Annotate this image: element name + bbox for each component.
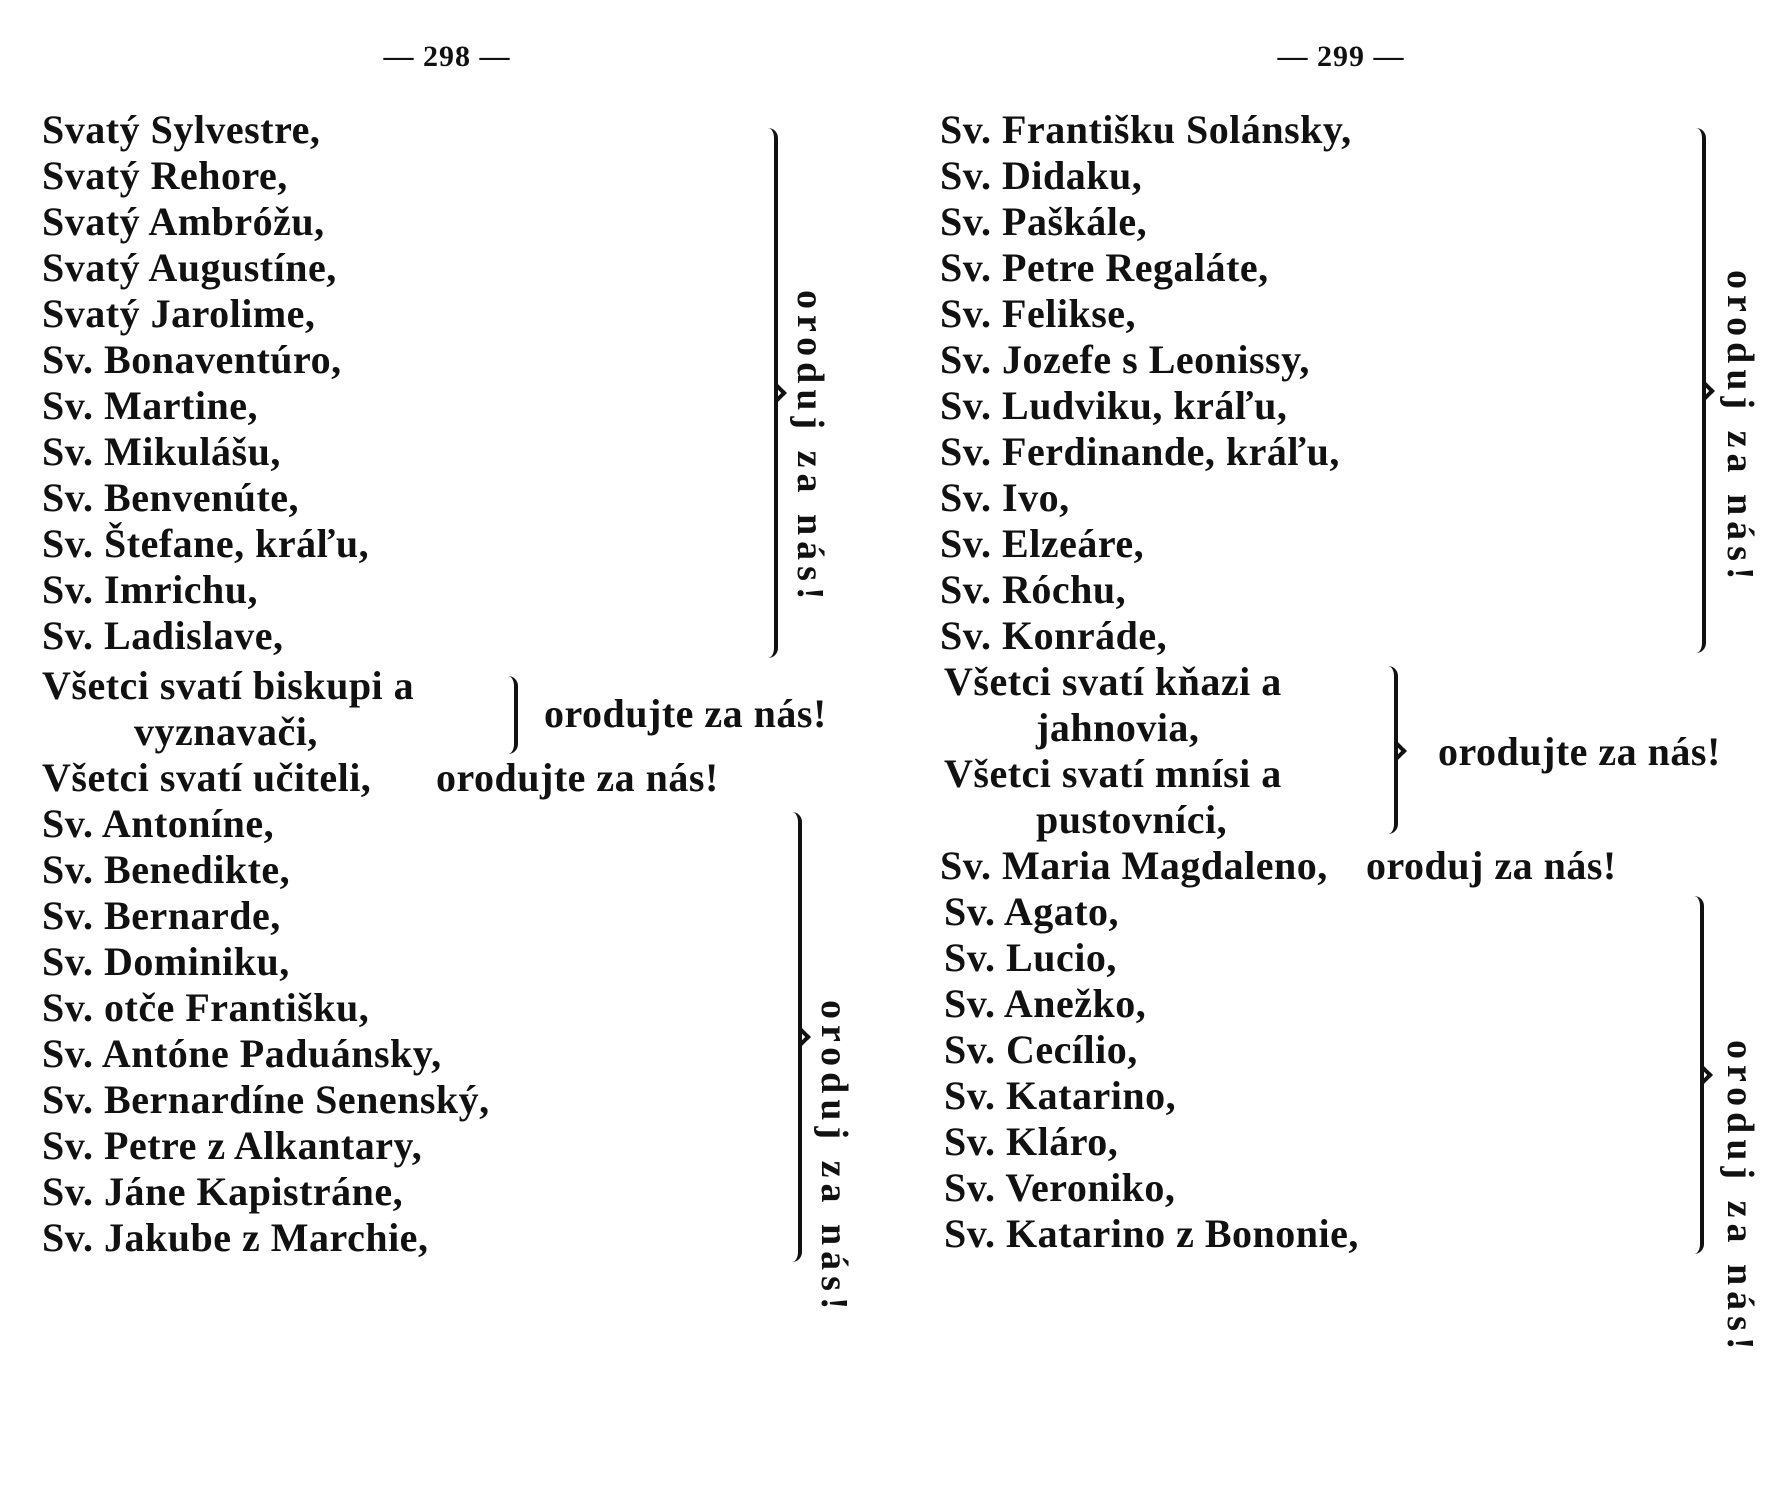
litany-line: Sv. Jáne Kapistráne, xyxy=(42,1169,404,1214)
litany-line: Svatý Rehore, xyxy=(42,153,288,198)
litany-line: Svatý Jarolime, xyxy=(42,291,316,336)
litany-line: Sv. Cecílio, xyxy=(944,1027,1138,1072)
response-vertical: oroduj za nás! xyxy=(1719,270,1761,586)
litany-line: Všetci svatí učiteli, xyxy=(42,755,372,800)
litany-line: jahnovia, xyxy=(1036,705,1200,750)
litany-line: pustovníci, xyxy=(1036,797,1228,842)
litany-line: Sv. Kláro, xyxy=(944,1119,1119,1164)
response-vertical: oroduj za nás! xyxy=(1719,1040,1761,1356)
litany-line: Sv. Konráde, xyxy=(940,613,1168,658)
litany-line: Sv. Lucio, xyxy=(944,935,1117,980)
litany-line: Sv. Katarino, xyxy=(944,1073,1177,1118)
page-number: — 298 — xyxy=(383,40,511,73)
litany-line: Sv. Františku Solánsky, xyxy=(940,107,1352,152)
litany-line: Sv. Róchu, xyxy=(940,567,1127,612)
litany-line: Sv. Benvenúte, xyxy=(42,475,300,520)
litany-line: Sv. Anežko, xyxy=(944,981,1147,1026)
litany-line: Sv. Antóne Paduánsky, xyxy=(42,1031,442,1076)
litany-line: Svatý Sylvestre, xyxy=(42,107,321,152)
litany-line: Sv. Imrichu, xyxy=(42,567,259,612)
response-inline: oroduj za nás! xyxy=(1366,843,1617,888)
litany-line: Sv. Jozefe s Leonissy, xyxy=(940,337,1310,382)
response-inline: orodujte za nás! xyxy=(544,691,827,736)
litany-line: Sv. Štefane, kráľu, xyxy=(42,521,370,566)
litany-line: Všetci svatí kňazi a xyxy=(944,659,1282,704)
litany-line: Sv. Agato, xyxy=(944,889,1120,934)
litany-line: Sv. Veroniko, xyxy=(944,1165,1176,1210)
litany-line: Sv. Benedikte, xyxy=(42,847,291,892)
response-vertical: oroduj za nás! xyxy=(789,290,831,606)
litany-line: Sv. Jakube z Marchie, xyxy=(42,1215,429,1260)
litany-line: Sv. otče Františku, xyxy=(42,985,370,1030)
litany-line: Sv. Petre Regaláte, xyxy=(940,245,1269,290)
litany-line: Všetci svatí biskupi a xyxy=(42,663,415,708)
litany-line: Svatý Augustíne, xyxy=(42,245,337,290)
litany-line: Všetci svatí mnísi a xyxy=(944,751,1282,796)
response-vertical: oroduj za nás! xyxy=(813,1000,855,1316)
response-inline: orodujte za nás! xyxy=(1438,729,1721,774)
litany-line: vyznavači, xyxy=(134,709,318,754)
litany-line: Sv. Mikulášu, xyxy=(42,429,281,474)
litany-line: Sv. Felikse, xyxy=(940,291,1137,336)
litany-line: Svatý Ambróžu, xyxy=(42,199,325,244)
litany-line: Sv. Paškále, xyxy=(940,199,1148,244)
litany-line: Sv. Bernardíne Senenský, xyxy=(42,1077,490,1122)
right-page xyxy=(894,0,1788,1500)
litany-line: Sv. Bernarde, xyxy=(42,893,281,938)
litany-line: Sv. Katarino z Bononie, xyxy=(944,1211,1359,1256)
litany-line: Sv. Elzeáre, xyxy=(940,521,1145,566)
litany-line: Sv. Antoníne, xyxy=(42,801,275,846)
response-inline: orodujte za nás! xyxy=(436,755,719,800)
page-number: — 299 — xyxy=(1277,40,1405,73)
litany-line: Sv. Martine, xyxy=(42,383,258,428)
litany-line: Sv. Dominiku, xyxy=(42,939,290,984)
litany-line: Sv. Petre z Alkantary, xyxy=(42,1123,423,1168)
litany-line: Sv. Ferdinande, kráľu, xyxy=(940,429,1340,474)
litany-line: Sv. Ivo, xyxy=(940,475,1070,520)
litany-line: Sv. Didaku, xyxy=(940,153,1143,198)
litany-line: Sv. Maria Magdaleno, xyxy=(940,843,1328,888)
litany-line: Sv. Ludviku, kráľu, xyxy=(940,383,1288,428)
brace-bracket xyxy=(500,676,518,754)
litany-line: Sv. Bonaventúro, xyxy=(42,337,342,382)
litany-line: Sv. Ladislave, xyxy=(42,613,284,658)
